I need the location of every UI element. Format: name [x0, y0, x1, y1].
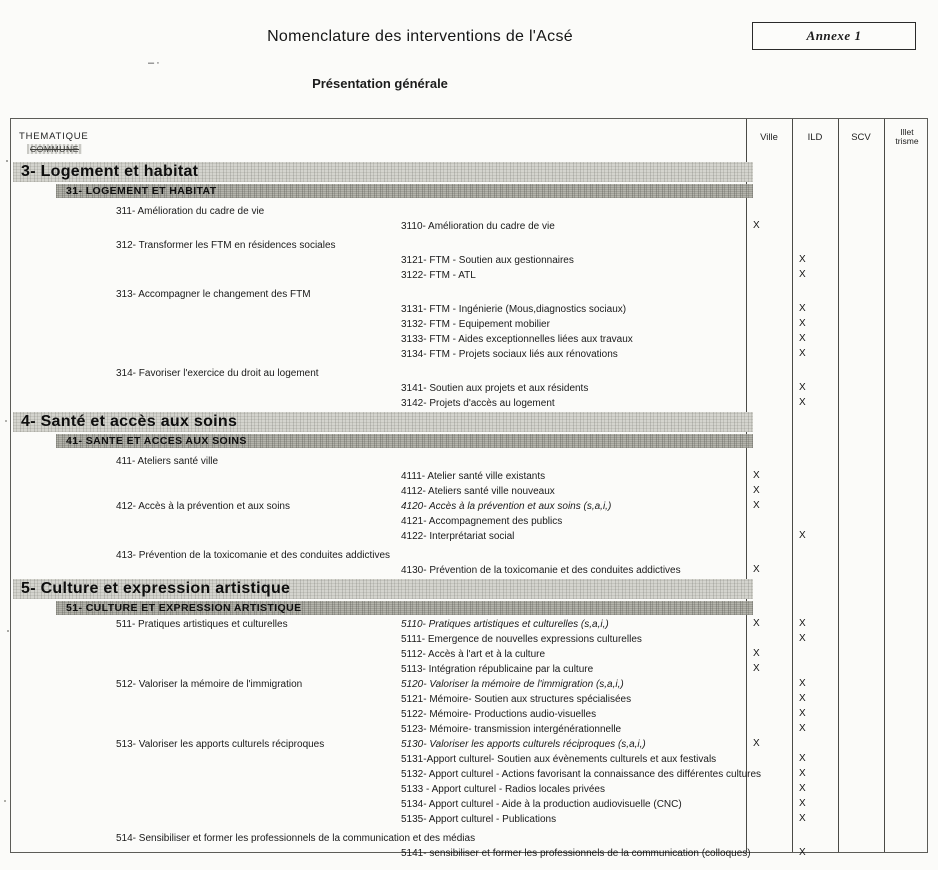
- mark-ild: X: [799, 333, 806, 344]
- mark-ild: X: [799, 723, 806, 734]
- table-row: [11, 752, 927, 767]
- mark-ild: X: [799, 254, 806, 265]
- column-header-scv: SCV: [851, 132, 871, 143]
- mark-ild: X: [799, 798, 806, 809]
- row-header-thematique: THEMATIQUE: [19, 131, 89, 142]
- subsection-heading: 41- SANTE ET ACCES AUX SOINS: [56, 434, 753, 448]
- section-heading: 3- Logement et habitat: [13, 162, 753, 182]
- table-row: [11, 499, 927, 514]
- nomenclature-table: [10, 118, 928, 859]
- annexe-box: [752, 22, 916, 50]
- category-label: 312- Transformer les FTM en résidences sociales: [116, 240, 336, 251]
- mark-ild: X: [799, 753, 806, 764]
- item-label: 5132- Apport culturel - Actions favorisant la connaissance des différentes cultures: [401, 769, 762, 780]
- table-row: [11, 234, 927, 253]
- mark-ild: X: [799, 783, 806, 794]
- mark-ville: X: [753, 663, 760, 674]
- table-row: [11, 846, 927, 861]
- item-label: 4111- Atelier santé ville existants: [401, 471, 546, 482]
- item-label: 5135- Apport culturel - Publications: [401, 814, 557, 825]
- table-row: [11, 662, 927, 677]
- mark-ild: X: [799, 768, 806, 779]
- table-row: [11, 283, 927, 302]
- item-label: 3121- FTM - Soutien aux gestionnaires: [401, 255, 574, 266]
- table-row: [11, 812, 927, 827]
- row-header-commune: COMMUNE: [27, 144, 82, 154]
- table-row: [11, 737, 927, 752]
- table-row: [11, 381, 927, 396]
- column-header-ville: Ville: [760, 132, 778, 143]
- mark-ild: X: [799, 847, 806, 858]
- item-label: 5141- sensibiliser et former les professionnels de la communication (colloques): [401, 848, 751, 859]
- table-row: [11, 827, 927, 846]
- table-row: [11, 469, 927, 484]
- mark-ville: X: [753, 220, 760, 231]
- subsection-heading: 31- LOGEMENT ET HABITAT: [56, 184, 753, 198]
- section-heading: 5- Culture et expression artistique: [13, 579, 753, 599]
- subsection-heading-row: [11, 600, 927, 617]
- section-heading-row: [11, 411, 927, 433]
- table-body: [11, 161, 927, 861]
- mark-ville: X: [753, 470, 760, 481]
- mark-ild: X: [799, 348, 806, 359]
- mark-ville: X: [753, 738, 760, 749]
- table-row: [11, 347, 927, 362]
- table-row: [11, 617, 927, 632]
- item-label: 5123- Mémoire- transmission intergénérationnelle: [401, 724, 622, 735]
- category-label: 311- Amélioration du cadre de vie: [116, 206, 265, 217]
- table-row: [11, 797, 927, 812]
- column-header-illettrisme: Illet trisme: [895, 127, 919, 146]
- table-row: [11, 219, 927, 234]
- item-label: 5122- Mémoire- Productions audio-visuelles: [401, 709, 597, 720]
- scan-specks: [6, 160, 8, 162]
- item-label: 3134- FTM - Projets sociaux liés aux rénovations: [401, 349, 618, 360]
- subsection-heading-row: [11, 433, 927, 450]
- item-label: 3141- Soutien aux projets et aux résidents: [401, 383, 589, 394]
- category-label: 511- Pratiques artistiques et culturelles: [116, 619, 288, 630]
- mark-ild: X: [799, 813, 806, 824]
- mark-ville: X: [753, 564, 760, 575]
- item-label: 5133 - Apport culturel - Radios locales privées: [401, 784, 605, 795]
- category-label: 313- Accompagner le changement des FTM: [116, 289, 311, 300]
- mark-ild: X: [799, 633, 806, 644]
- table-row: [11, 268, 927, 283]
- item-label: 3133- FTM - Aides exceptionnelles liées aux travaux: [401, 334, 633, 345]
- table-row: [11, 450, 927, 469]
- table-row: [11, 767, 927, 782]
- mark-ville: X: [753, 485, 760, 496]
- table-row: [11, 200, 927, 219]
- mark-ville: X: [753, 500, 760, 511]
- table-row: [11, 317, 927, 332]
- annexe-label: Annexe 1: [806, 28, 862, 43]
- mark-ild: X: [799, 693, 806, 704]
- table-row: [11, 544, 927, 563]
- item-label: 4120- Accès à la prévention et aux soins (s,a,i,): [401, 501, 612, 512]
- item-label: 5130- Valoriser les apports culturels réciproques (s,a,i,): [401, 739, 646, 750]
- table-row: [11, 529, 927, 544]
- item-label: 4112- Ateliers santé ville nouveaux: [401, 486, 555, 497]
- mark-ild: X: [799, 318, 806, 329]
- item-label: 5111- Emergence de nouvelles expressions culturelles: [401, 634, 642, 645]
- table-row: [11, 782, 927, 797]
- mark-ild: X: [799, 530, 806, 541]
- mark-ville: X: [753, 648, 760, 659]
- category-label: 413- Prévention de la toxicomanie et des conduites addictives: [116, 550, 391, 561]
- item-label: 5112- Accès à l'art et à la culture: [401, 649, 546, 660]
- item-label: 4121- Accompagnement des publics: [401, 516, 563, 527]
- table-row: [11, 514, 927, 529]
- section-heading-row: [11, 578, 927, 600]
- item-label: 3122- FTM - ATL: [401, 270, 476, 281]
- item-label: 4122- Interprétariat social: [401, 531, 515, 542]
- item-label: 3110- Amélioration du cadre de vie: [401, 221, 555, 232]
- page-title: Nomenclature des interventions de l'Acsé: [267, 28, 573, 45]
- category-label: 513- Valoriser les apports culturels réciproques: [116, 739, 325, 750]
- item-label: 3142- Projets d'accès au logement: [401, 398, 555, 409]
- table-row: [11, 692, 927, 707]
- section-heading-row: [11, 161, 927, 183]
- page-subtitle: Présentation générale: [312, 76, 448, 91]
- mark-ville: X: [753, 618, 760, 629]
- table-row: [11, 484, 927, 499]
- table-row: [11, 677, 927, 692]
- item-label: 5131-Apport culturel- Soutien aux évènements culturels et aux festivals: [401, 754, 717, 765]
- item-label: 4130- Prévention de la toxicomanie et des conduites addictives: [401, 565, 681, 576]
- mark-ild: X: [799, 269, 806, 280]
- table-row: [11, 647, 927, 662]
- item-label: 3132- FTM - Equipement mobilier: [401, 319, 550, 330]
- item-label: 5120- Valoriser la mémoire de l'immigration (s,a,i,): [401, 679, 624, 690]
- category-label: 514- Sensibiliser et former les professionnels de la communication et des médias: [116, 833, 476, 844]
- item-label: 5121- Mémoire- Soutien aux structures spécialisées: [401, 694, 632, 705]
- column-header-ild: ILD: [807, 132, 823, 143]
- item-label: 5113- Intégration républicaine par la culture: [401, 664, 594, 675]
- item-label: 5134- Apport culturel - Aide à la production audiovisuelle (CNC): [401, 799, 682, 810]
- mark-ild: X: [799, 708, 806, 719]
- subsection-heading: 51- CULTURE ET EXPRESSION ARTISTIQUE: [56, 601, 753, 615]
- mark-ild: X: [799, 303, 806, 314]
- table-row: [11, 362, 927, 381]
- subsection-heading-row: [11, 183, 927, 200]
- category-label: 411- Ateliers santé ville: [116, 456, 219, 467]
- category-label: 512- Valoriser la mémoire de l'immigration: [116, 679, 303, 690]
- table-row: [11, 396, 927, 411]
- item-label: 5110- Pratiques artistiques et culturelles (s,a,i,): [401, 619, 609, 630]
- table-row: [11, 563, 927, 578]
- mark-ild: X: [799, 678, 806, 689]
- table-row: [11, 632, 927, 647]
- mark-ild: X: [799, 397, 806, 408]
- mark-ild: X: [799, 382, 806, 393]
- category-label: 412- Accès à la prévention et aux soins: [116, 501, 290, 512]
- category-label: 314- Favoriser l'exercice du droit au logement: [116, 368, 319, 379]
- scan-artifact: –·: [148, 57, 162, 69]
- table-row: [11, 722, 927, 737]
- mark-ild: X: [799, 618, 806, 629]
- table-row: [11, 707, 927, 722]
- table-row: [11, 253, 927, 268]
- section-heading: 4- Santé et accès aux soins: [13, 412, 753, 432]
- item-label: 3131- FTM - Ingénierie (Mous,diagnostics sociaux): [401, 304, 627, 315]
- table-row: [11, 332, 927, 347]
- table-row: [11, 302, 927, 317]
